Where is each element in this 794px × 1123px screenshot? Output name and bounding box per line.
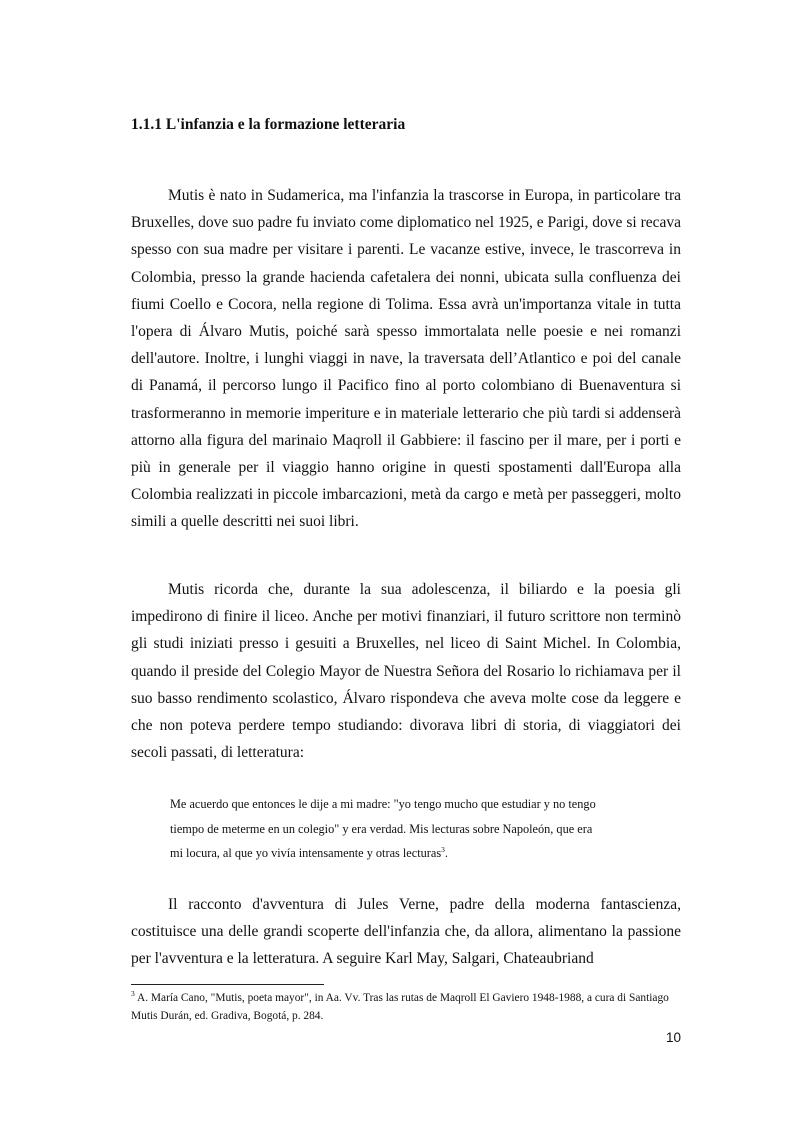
section-heading: 1.1.1 L'infanzia e la formazione letteraria (131, 116, 406, 133)
page-number: 10 (666, 1030, 682, 1045)
block-quote (170, 792, 680, 866)
footnote-number: 3 (131, 989, 135, 998)
quote-line-3-text: mi locura, al que yo vivía intensamente y otras lecturas (170, 846, 442, 860)
footnote (131, 989, 683, 1025)
footnote-reference: 3 (441, 845, 445, 854)
quote-end-punctuation: . (444, 846, 448, 860)
quote-line-1: Me acuerdo que entonces le dije a mi madre: "yo tengo mucho que estudiar y no tengo (170, 797, 596, 811)
quote-line-3 (170, 841, 680, 866)
footnote-separator (131, 984, 324, 985)
footnote-text: A. María Cano, "Mutis, poeta mayor", in Aa. Vv. Tras las rutas de Maqroll El Gaviero 1948-1988, a cura di Santiago Mutis Durán, ed. Gradiva, Bogotá, p. 284. (131, 992, 669, 1022)
body-paragraph-3: Il racconto d'avventura di Jules Verne, padre della moderna fantascienza, costituisce una delle grandi scoperte dell'infanzia che, da allora, alimentano la passione per l'avventura e la letteratura. A seguire Karl May, Salgari, Chateaubriand (131, 896, 681, 968)
quote-line-2: tiempo de meterme en un colegio" y era verdad. Mis lecturas sobre Napoleón, que era (170, 821, 593, 836)
body-paragraph-1: Mutis è nato in Sudamerica, ma l'infanzia la trascorse in Europa, in particolare tra Bruxelles, dove suo padre fu inviato come diplomatico nel 1925, e Parigi, dove si recava spesso con sua madre per visitare i parenti. Le vacanze estive, invece, le trascorreva in Colombia, presso la grande hacienda cafetalera dei nonni, ubicata sulla confluenza dei fiumi Coello e Cocora, nella regione di Tolima. Essa avrà un'importanza vitale in tutta l'opera di Álvaro Mutis, poiché sarà spesso immortalata nelle poesie e nei romanzi dell'autore. Inoltre, i lunghi viaggi in nave, la traversata dell’Atlantico e poi del canale di Panamá, il percorso lungo il Pacifico fino al porto colombiano di Buenaventura si trasformeranno in memorie imperiture e in materiale letterario che più tardi si addenserà attorno alla figura del marinaio Maqroll il Gabbiere: il fascino per il mare, per i porti e più in generale per il viaggio hanno origine in questi spostamenti dall'Europa alla Colombia realizzati in piccole imbarcazioni, metà da cargo e metà per passeggeri, molto simili a quelle descritti nei suoi libri. (131, 187, 681, 531)
body-paragraph-2: Mutis ricorda che, durante la sua adolescenza, il biliardo e la poesia gli impedirono di finire il liceo. Anche per motivi finanziari, il futuro scrittore non terminò gli studi iniziati presso i gesuiti a Bruxelles, nel liceo di Saint Michel. In Colombia, quando il preside del Colegio Mayor de Nuestra Señora del Rosario lo richiamava per il suo basso rendimento scolastico, Álvaro rispondeva che aveva molte cose da leggere e che non poteva perdere tempo studiando: divorava libri di storia, di viaggiatori dei secoli passati, di letteratura: (131, 581, 681, 762)
